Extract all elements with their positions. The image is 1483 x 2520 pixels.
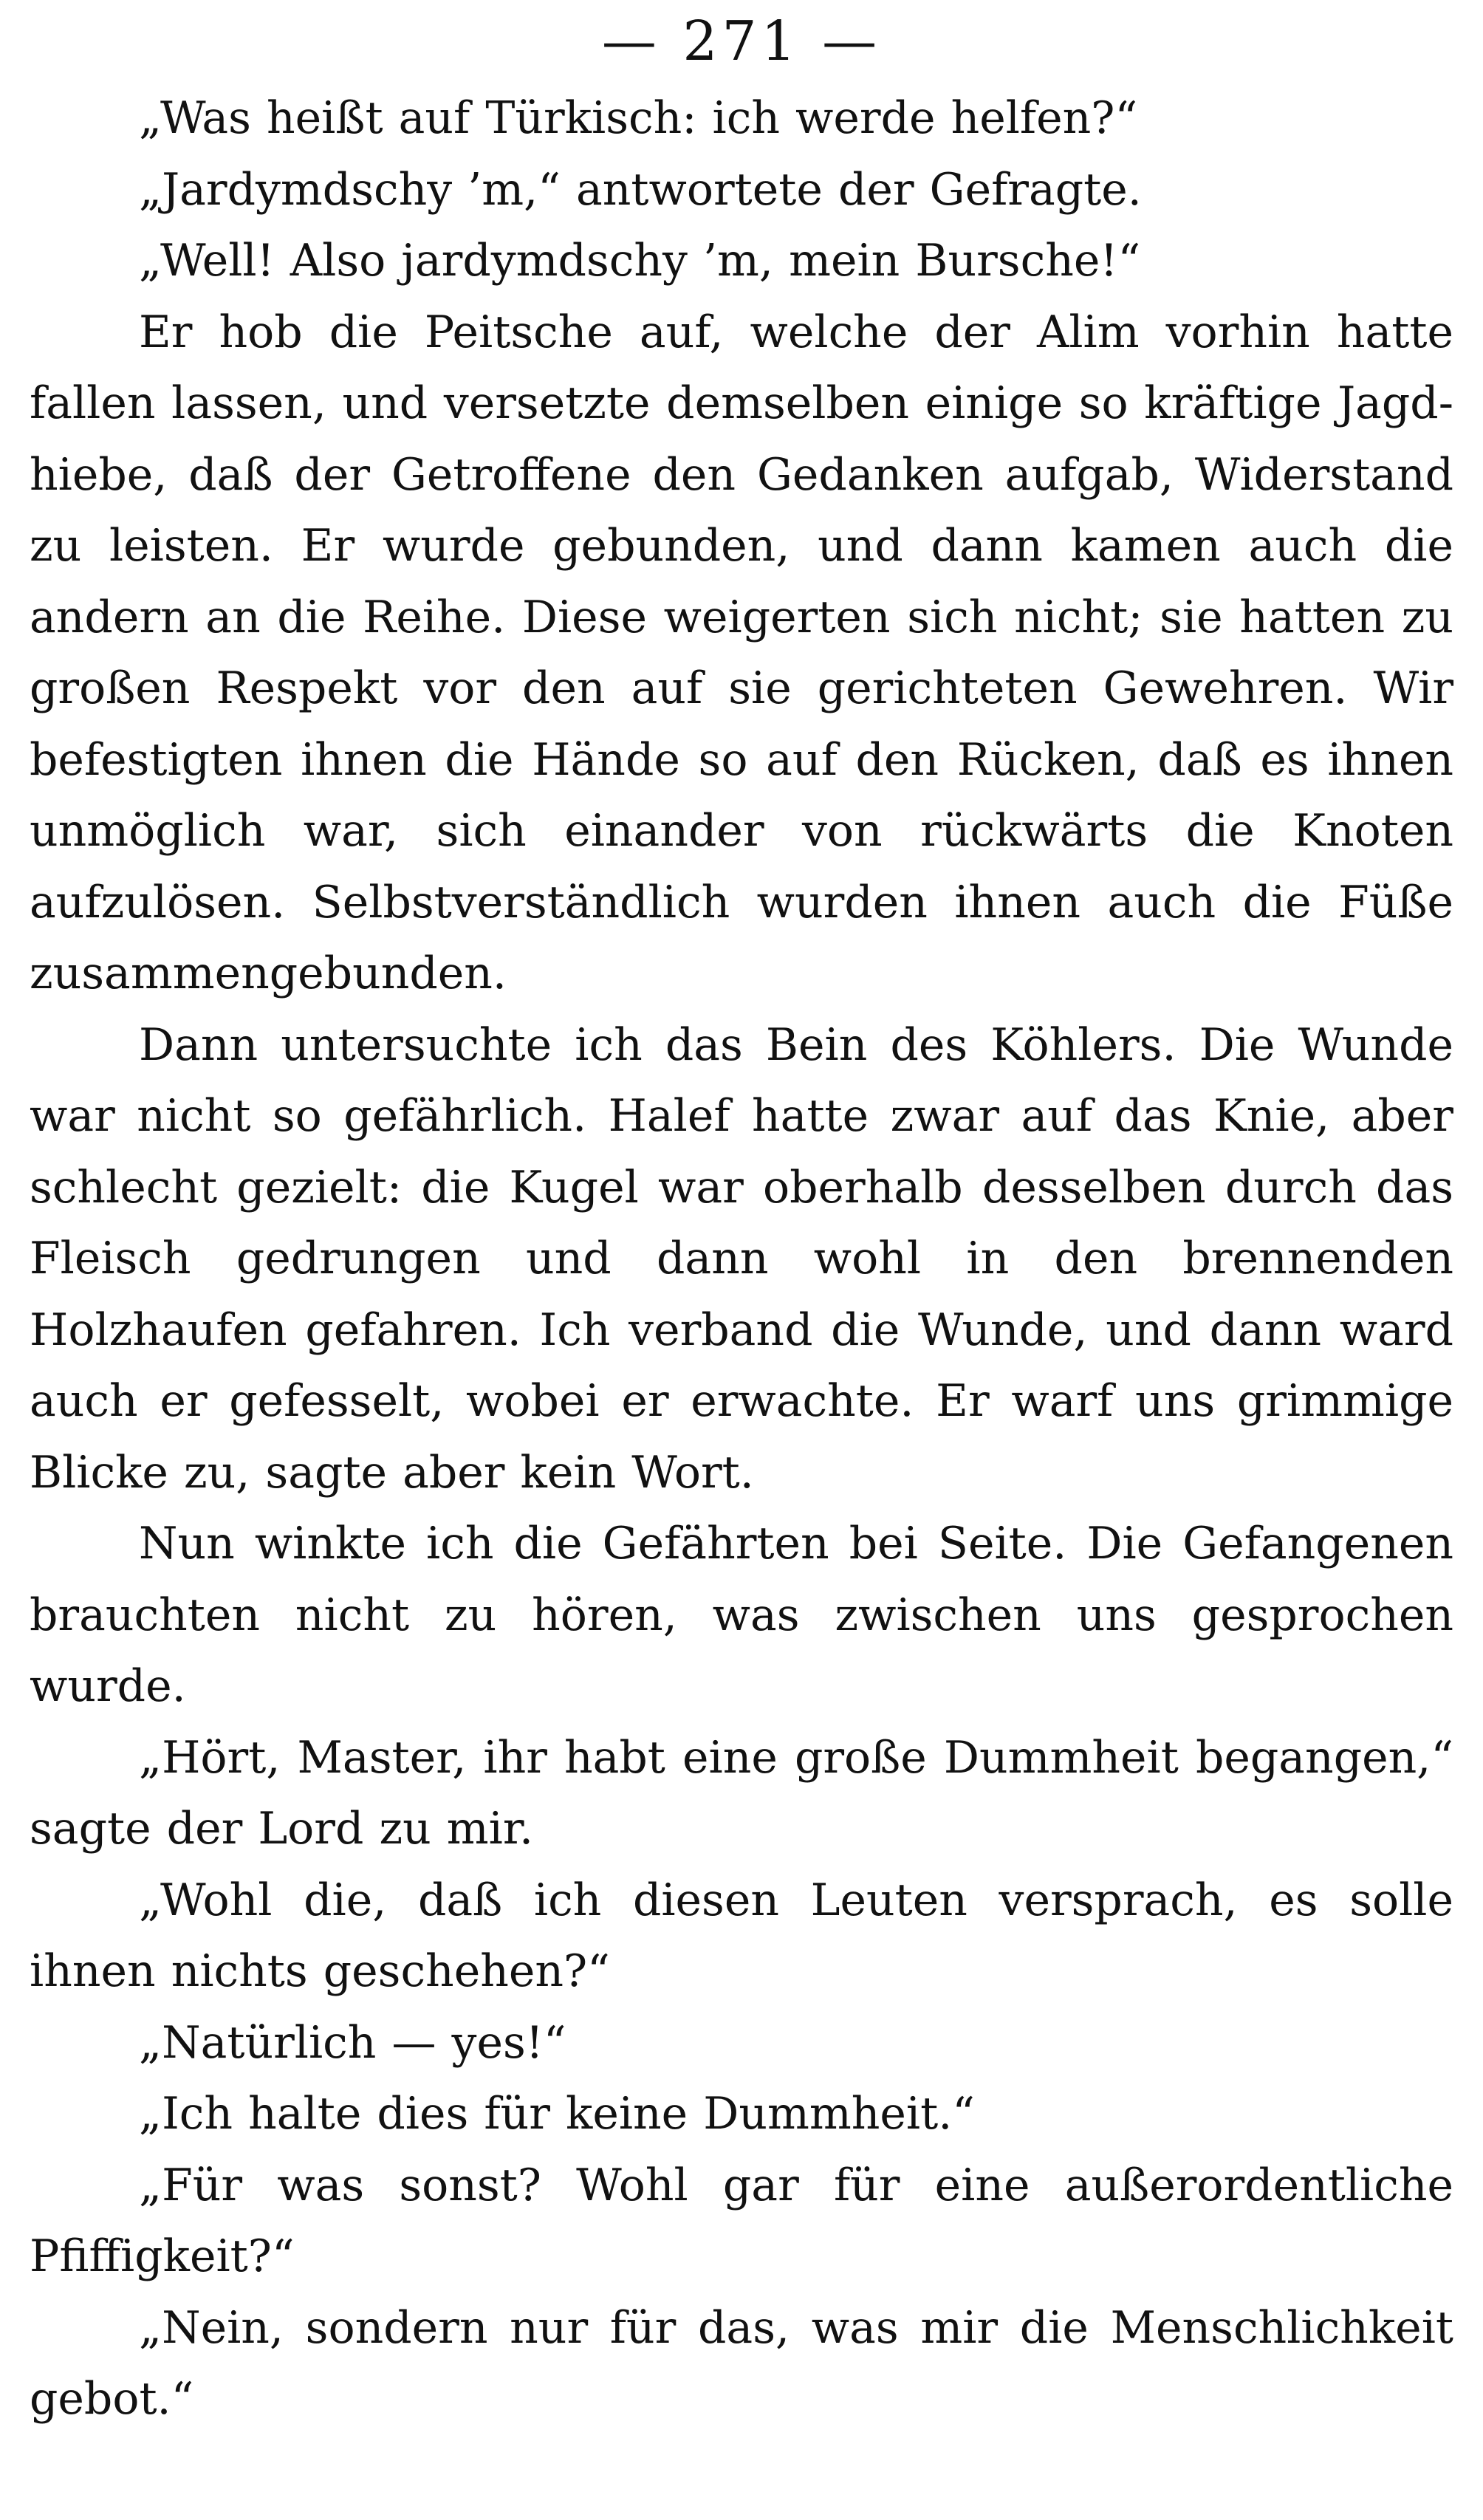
paragraph: „Was heißt auf Türkisch: ich werde helfen?“ [139,92,1138,144]
paragraph: „Ich halte dies für keine Dummheit.“ [139,2088,975,2140]
paragraph: „Well! Also jardymdschy ’m, mein Bursche!“ [139,235,1141,287]
paragraph: „Wohl die, daß ich diesen Leuten versprach, es solle ihnen nichts geschehen?“ [30,1874,1453,1997]
book-page [30,0,1453,2520]
paragraph: „Hört, Master, ihr habt eine große Dummheit begangen,“ sagte der Lord zu mir. [30,1731,1453,1855]
paragraph: „Natürlich — yes!“ [139,2016,566,2069]
page-number: — 271 — [601,10,882,73]
paragraph: „Nein, sondern nur für das, was mir die Menschlichkeit gebot.“ [30,2301,1453,2425]
paragraph: Er hob die Peitsche auf, welche der Alim vorhin hatte fallen lassen, und versetzte demselben einige so kräftige Jagdhiebe, daß der Getroffene den Gedanken aufgab, Widerstand zu leisten. Er wurde gebunden, und dann kamen auch die andern an die Reihe. Diese weigerten sich nicht; sie hatten zu großen Respekt vor den auf sie gerichteten Gewehren. Wir befestigten ihnen die Hände so auf den Rücken, daß es ihnen unmöglich war, sich einander von rückwärts die Knoten aufzulösen. Selbstverständlich wurden ihnen auch die Füße zusammengebunden. [30,306,1453,999]
paragraph: Dann untersuchte ich das Bein des Köhlers. Die Wunde war nicht so gefährlich. Halef hatte zwar auf das Knie, aber schlecht gezielt: die Kugel war oberhalb desselben durch das Fleisch gedrungen und dann wohl in den brennenden Holzhaufen gefahren. Ich verband die Wunde, und dann ward auch er gefesselt, wobei er erwachte. Er warf uns grimmige Blicke zu, sagte aber kein Wort. [30,1018,1453,1499]
paragraph: „Jardymdschy ’m,“ antwortete der Gefragte. [139,163,1142,216]
body-text [30,83,1453,2435]
paragraph: Nun winkte ich die Gefährten bei Seite. Die Gefangenen brauchten nicht zu hören, was zwischen uns gesprochen wurde. [30,1518,1453,1712]
paragraph: „Für was sonst? Wohl gar für eine außerordentliche Pfiffigkeit?“ [30,2159,1453,2282]
